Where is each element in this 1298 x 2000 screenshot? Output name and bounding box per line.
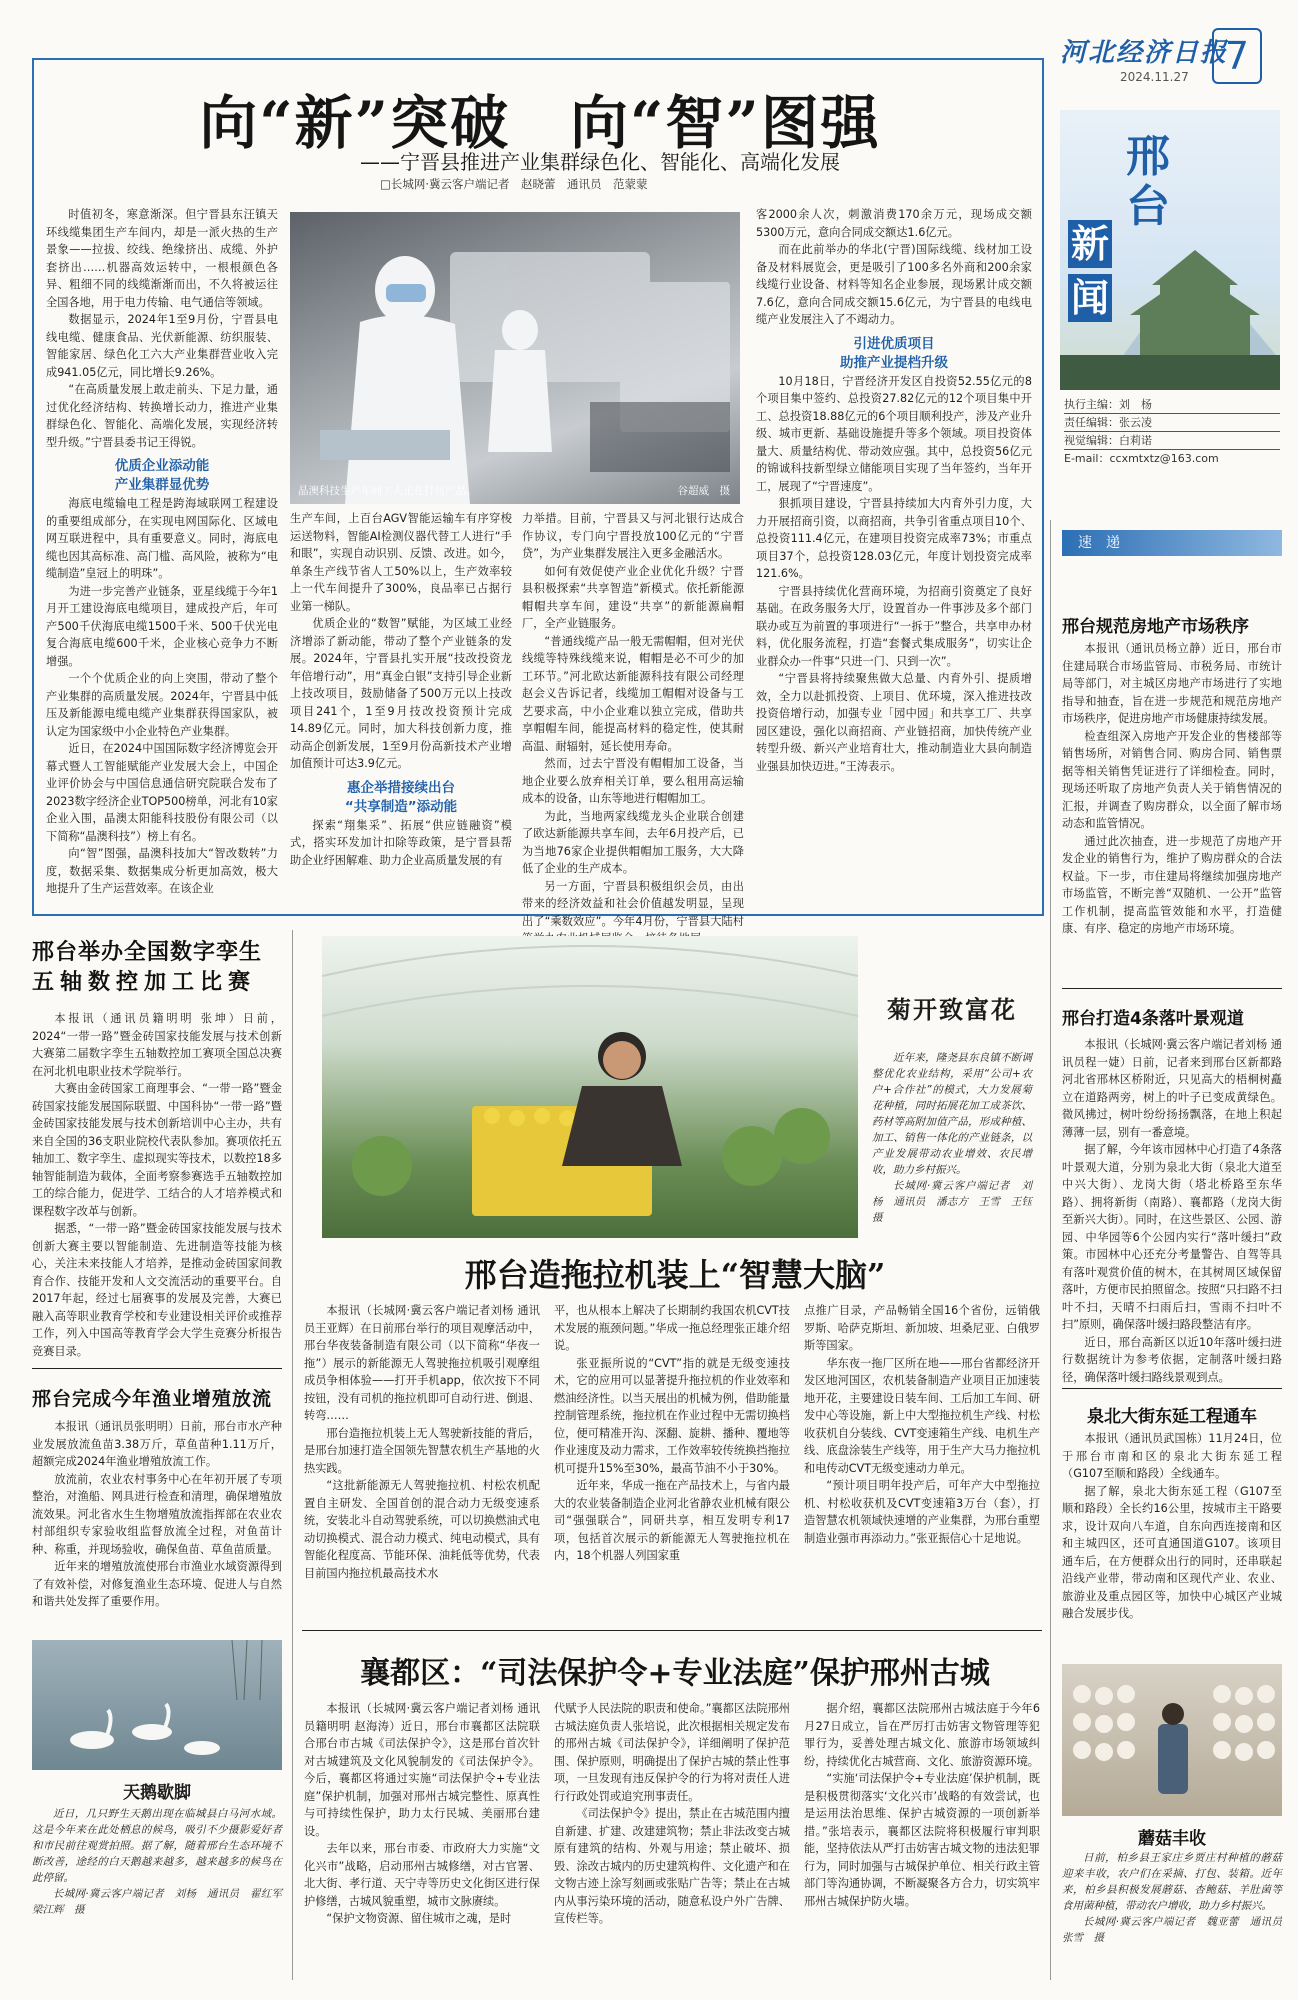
news-title: 邢台规范房地产市场秩序 — [1062, 617, 1249, 637]
paragraph: 如何有效促使产业企业优化升级？宁晋县积极探索“共享智造”新模式。依托新能源帽帽共享车间，建设“共享”的新能源扁帽厂，全产业链服务。 — [522, 564, 744, 630]
photo-credit: 长城网·冀云客户端记者 刘杨 通讯员 潘志方 王雪 王钰 摄 — [872, 1180, 1043, 1224]
editor-email: E-mail：ccxmtxtz@163.com — [1064, 452, 1219, 465]
paragraph: 大赛由金砖国家工商理事会、“一带一路”暨金砖国家技能发展国际联盟、中国科协“一带一路”暨金砖国家技能发展与技术创新培训中心主办，共有来自全国的36支职业院校代表队参加。赛项依托五轴加工、数字孪生、虚拟现实等技术，以数控18多轴智能制造为载体，全面考察参赛选手五轴数控加工的综合能力，促进学、工结合的人才培养模式和课程数字改革与创新。 — [32, 1082, 282, 1218]
paragraph: “预计项目明年投产后，可年产大中型拖拉机、村松收获机及CVT变速箱3万台（套），打造智慧农机领域快速增的产业集群，为邢台重塑制造业强市再添动力。”张亚振信心十足地说。 — [804, 1479, 1040, 1545]
page-number: 7 — [1224, 34, 1250, 78]
lead-photo — [290, 212, 740, 504]
contest-title: 邢台举办全国数字孪生 五轴数控加工比赛 — [32, 940, 263, 995]
paragraph: 本报讯（通讯员杨立静）近日，邢台市住建局联合市场监管局、市税务局、市统计局等部门，对主城区房地产市场进行了实地指导和抽查，旨在进一步规范和规范房地产市场秩序，促进房地产市场健康持续发展。 — [1062, 642, 1282, 725]
tractor-title: 邢台造拖拉机装上“智慧大脑” — [464, 1256, 886, 1294]
divider — [32, 1368, 282, 1369]
photo-description — [32, 1806, 293, 1984]
section-char-2: 台 — [1126, 181, 1170, 232]
divider — [1062, 988, 1282, 989]
lead-column-3 — [522, 510, 744, 928]
photo-description — [1062, 1850, 1293, 1982]
paragraph: 张亚振所说的“CVT”指的就是无级变速技术，它的应用可以显著提升拖拉机的作业效率和燃油经济性。以当天展出的机械为例，借助能量控制管理系统，拖拉机在作业过程中无需切换档位，便可精准开沟、深翻、旋耕、播种、覆地等作业速度及动力需求，工作效率较传统换挡拖拉机可提升15%至30%，最高节油不小于30%。 — [554, 1356, 790, 1475]
editor-line: 执行主编：刘 杨 — [1064, 396, 1280, 414]
paragraph: 近日，在2024中国国际数字经济博览会开幕式暨人工智能赋能产业发展大会上，中国企业评价协会与中国信息通信研究院联合发布了2023数字经济企业TOP500榜单，河北有10家企业入围，晶澳太阳能科技股份有限公司（以下简称“晶澳科技”）榜上有名。 — [46, 742, 278, 843]
paragraph: 本报讯（长城网·冀云客户端记者刘杨 通讯员程一婕）日前，记者来到邢台区新都路河北省邢林区桥附近，只见高大的梧桐树矗立在道路两旁，树上的叶子已变成黄绿色。微风拂过，树叶纷纷扬扬飘落，在地上积起薄薄一层，别有一番意境。 — [1062, 1038, 1282, 1139]
paragraph: 另一方面，宁晋县积极组织会员，由出带来的经济效益和社会价值越发明显，呈现出了“乘数效应”。今年4月份，宁晋县大陆村 — [522, 879, 744, 928]
paragraph: 为此，当地两家线缆龙头企业联合创建了欧达新能源共享车间，去年6月投产后，已为当地76家企业提供帽帽加工服务，大大降低了企业的生产成本。 — [522, 809, 744, 875]
paragraph: 10月18日，宁晋经济开发区自投资52.55亿元的8个项目集中签约、总投资27.82亿元的12个项目集中开工、总投资18.88亿元的6个项目顺利投产，涉及产业升级、城市更新、基础设施提升等多个领域。项目投资体量大、质量结构优、带动效应强。其中，总投资56亿元的锦诚科技新型绿立储能项目实现了当年签约，当年开工，展现了“宁晋速度”。 — [756, 374, 1032, 493]
tractor-column-2 — [554, 1302, 790, 1622]
lead-title: 向“新”突破 向“智”图强 — [199, 89, 881, 157]
paragraph: 一个个优质企业的向上突围，带动了整个产业集群的高质量发展。2024年，宁晋县中低压及新能源电缆电缆产业集群获得国家队，被认定为国家级中小企业特色产业集群。 — [46, 672, 278, 738]
news-title: 邢台打造4条落叶景观道 — [1062, 1009, 1244, 1029]
news-title: 泉北大街东延工程通车 — [1087, 1407, 1257, 1427]
paragraph: 据了解，今年该市园林中心打造了4条落叶景观大道，分别为泉北大街（泉北大道至中兴大街）、龙岗大街（塔北桥路至东华路）、拥将新街（南路）、襄都路（龙岗大街至新兴大街）。同时，在这些景区、公园、游园、中华园等6个公园内实行“落叶缓扫”政策。市园林中心还充分考量警告、自驾等具有落叶观赏价值的树木，在其树周区域保留落叶，方便市民拍照留念。按照“只扫路不扫叶不扫，天晴不扫雨后扫，雪雨不扫叶不扫”原则，确保落叶缓扫路段整洁有序。 — [1062, 1143, 1282, 1331]
paragraph: 本报讯（长城网·冀云客户端记者刘杨 通讯员籍明明 赵海涛）近日，邢台市襄都区法院联合邢台市古城《司法保护令》，这是邢台首次针对古城建筑及文化风貌制发的《司法保护令》。今后，襄都区将通过实施“司法保护令+专业法庭”保护机制，加强对邢州古城完整性、原真性与可持续性保护，助力太行民城、美丽邢台建设。 — [304, 1702, 540, 1838]
page-date: 2024.11.27 — [1120, 70, 1189, 84]
paragraph: “在高质量发展上敢走前头、下足力量，通过优化经济结构、转换增长动力，推进产业集群绿色化、智能化、高端化发展，实现经济转型升级。”宁晋县委书记王得锐。 — [46, 383, 278, 449]
paragraph: 本报讯（通讯员武国栋）11月24日，位于邢台市南和区的泉北大街东延工程（G107至顺和路段）全线通车。 — [1062, 1432, 1282, 1480]
news-body — [1062, 640, 1282, 978]
farmer-illustration — [322, 936, 858, 1238]
paragraph: 客2000余人次，刺激消费170余万元，现场成交额5300万元，意向合同成交额达1.6亿元。 — [756, 208, 1032, 239]
photo-title: 天鹅歇脚 — [123, 1783, 191, 1803]
section-char-3: 新 — [1068, 220, 1112, 268]
paragraph: 日前，柏乡县王家庄乡贾庄村种植的蘑菇迎来丰收，农户们在采摘、打包、装箱。近年来，柏乡县积极发展蘑菇、杏鲍菇、羊肚菌等食用菌种植，带动农户增收，助力乡村振兴。 — [1062, 1852, 1282, 1912]
paragraph: 放流前，农业农村事务中心在年初开展了专项整治，对渔船、网具进行检查和清理，确保增殖放流效果。河北省水生生物增殖放流指挥部在农业农村部组织专家验收组监督放流全过程，对鱼苗计种、称重，并现场验收，确保鱼苗、草鱼苗质量。 — [32, 1472, 282, 1556]
paper-name: 河北经济日报 — [1060, 38, 1229, 68]
paragraph: 本报讯（长城网·冀云客户端记者刘杨 通讯员王亚辉）在日前邢台举行的项目观摩活动中，邢台华夜装备制造有限公司（以下简称“华夜一拖”）展示的新能源无人驾驶拖拉机吸引观摩组成员争相体验——打开手机app，依次按下不同按钮，没有司机的拖拉机即可自动行进、倒退、转弯…… — [304, 1304, 540, 1422]
paragraph: 然而，过去宁晋没有帽帽加工设备，当地企业要么放弃相关订单，要么租用高运输成本的设备，山东等地进行帽帽加工。 — [522, 757, 744, 805]
editor-credits — [1064, 396, 1280, 467]
paragraph: 生产车间，上百台AGV智能运输车有序穿梭运送物料，智能AI检测仪器代替工人进行“手和眼”，实现自动识别、反馈、改进。如今，单条生产线节省人工50%以上，生产效率较上一代车间提升了300%，良品率已占据行业第一梯队。 — [290, 512, 512, 613]
paragraph: 向“智”图强，晶澳科技加大“智改数转”力度，数据采集、数据集成分析更加高效，极大地提升了生产运营效率。在该企业 — [46, 847, 278, 895]
paragraph: 本报讯（通讯员张明明）日前，邢台市水产种业发展放流鱼苗3.38万斤，草鱼苗种1.11万斤，超额完成2024年渔业增殖放流工作。 — [32, 1420, 282, 1468]
paragraph: 据悉，“一带一路”暨金砖国家技能发展与技术创新大赛主要以智能制造、先进制造等技能为核心，关注未来技能人才培养，是推动金砖国家间教育合作、技能开发和人文交流活动的重要平台。自2017年起，经过七届赛事的发展及完善，大赛已融入高等职业教育学校和专业建设相关评价或推荐工作，列入中国高等教育学会大学生竞赛分析报告竞赛目录。 — [32, 1222, 282, 1358]
paragraph: 平，也从根本上解决了长期制约我国农机CVT技术发展的瓶颈问题。”华成一拖总经理张正雄介绍说。 — [554, 1304, 790, 1352]
paragraph: 优质企业的“数智”赋能，为区域工业经济增添了新动能，带动了整个产业链条的发展。2024年，宁晋县扎实开展“技改投资龙年倍增行动”，用“真金白银”支持引导企业新上技改项目，鼓励储备了500万元以上技改项目241个，1至9月技改投资预计完成14.89亿元。同时，加大科技创新力度，推动高企创新发展，1至9月份高新技术产业增加值预计可达3.9亿元。 — [290, 617, 512, 770]
tractor-column-1 — [304, 1302, 540, 1622]
quick-news-label: 速 递 — [1062, 530, 1282, 556]
paragraph: 海底电缆输电工程是跨海域联网工程建设的重要组成部分，在实现电网国际化、区域电网互联进程中，具有重要意义。同时，海底电缆也因其高标准、高门槛、高风险，被称为“电缆制造”皇冠上的明珠”。 — [46, 497, 278, 580]
photo-title: 蘑菇丰收 — [1138, 1829, 1206, 1849]
news-body — [1062, 1430, 1282, 1656]
tractor-column-3 — [804, 1302, 1040, 1622]
paragraph: 据了解，泉北大街东延工程（G107至顺和路段）全长约16公里，按城市主干路要求，设计双向八车道，自东向西连接南和区和主城四区，还可直通国道G107。该项目通车后，在方便群众出行的同时，还串联起沿线产业带，带动南和区现代产业、农业、旅游业及重点园区等，加快中心城区产业城融合发展步伐。 — [1062, 1484, 1282, 1620]
court-column-2 — [554, 1700, 790, 1984]
fishery-title: 邢台完成今年渔业增殖放流 — [32, 1388, 273, 1410]
paragraph: 为进一步完善产业链条，亚星线缆于今年1月开工建设海底电缆项目，建成投产后，年可产500千伏海底电缆1500千米、500千伏光电复合海底电缆600千米，企业核心竞争力不断增强。 — [46, 584, 278, 668]
subheading: 引进优质项目 助推产业提档升级 — [840, 335, 948, 371]
chrysanthemum-title: 菊开致富花 — [887, 996, 1017, 1024]
section-char-1: 邢 — [1126, 131, 1170, 182]
mushroom-illustration — [1062, 1664, 1282, 1816]
lead-photo-caption: 晶澳科技生产车间工人正在打包产品。 — [298, 485, 477, 497]
paragraph: 邢台造拖拉机装上无人驾驶新技能的背后，是邢台加速打造全国领先智慧农机生产基地的火热实践。 — [304, 1426, 540, 1475]
section-banner — [1060, 110, 1280, 390]
paragraph: 近日，几只野生天鹅出现在临城县白马河水域。这是今年来在此处栖息的候鸟，吸引不少摄影爱好者和市民前往观赏拍照。据了解，随着邢台生态环境不断改善，途经的白天鹅越来越多，越来越多的候鸟在此停留。 — [32, 1808, 282, 1884]
paragraph: 数据显示，2024年1至9月份，宁晋县电线电缆、健康食品、光伏新能源、纺织服装、智能家居、绿色化工六大产业集群营业收入完成941.05亿元，同比增长9.26%。 — [46, 313, 278, 379]
page-number-box — [1212, 28, 1262, 84]
lead-column-4 — [756, 206, 1032, 906]
subheading: 优质企业添动能 产业集群显优势 — [114, 458, 210, 493]
photo-credit: 长城网·冀云客户端记者 魏亚蕾 通讯员 张雪 摄 — [1062, 1916, 1293, 1944]
masthead — [1040, 28, 1280, 98]
photo-credit: 长城网·冀云客户端记者 刘杨 通讯员 翟红军 梁江辉 摄 — [32, 1888, 293, 1916]
paragraph: 近日，邢台高新区以近10年落叶缓扫进行数据统计为参考依据，定制落叶缓扫路径，确保落叶缓扫路线景观到点。 — [1062, 1335, 1282, 1384]
lead-subtitle: ——宁晋县推进产业集群绿色化、智能化、高端化发展 — [360, 150, 840, 174]
swan-illustration — [32, 1640, 282, 1770]
paragraph: 狠抓项目建设，宁晋县持续加大内育外引力度，大力开展招商引资，以商招商，共争引省重点项目10个、总投资111.4亿元，在建项目投资完成率73%；市重点项目37个，总投资128.03亿元，年度计划投资完成率121.6%。 — [756, 497, 1032, 580]
paragraph: 探索“翔集采”、拓展“供应链融资”模式，搭实环发加计扣除等政策，是宁晋县帮助企业纾困解难、助力企业高质量发展的有 — [290, 818, 512, 867]
paragraph: 近年来，隆尧县东良镇不断调整优化农业结构，采用“公司+农户+合作社”的模式，大力发展菊花种植，同时拓展花加工成茶饮、药材等高附加值产品，形成种植、加工、销售一体化的产业链条，以产业发展带动农业增效、农民增收，助力乡村振兴。 — [872, 1052, 1032, 1176]
section-char-4: 闻 — [1068, 274, 1112, 322]
column-divider — [292, 930, 293, 1980]
paragraph: “宁晋县将持续聚焦做大总量、内育外引、提质增效，全力以赴抓投资、上项目、优环境，深入推进技改投资倍增行动，加强专业「园中园」和共享工厂、共享园区建设，强化以商招商、产业链招商，加快传统产业转型升级、新兴产业培育壮大，推动制造业大县向制造业强县加快迈进。”王涛表示。 — [756, 672, 1032, 773]
paragraph: 宁晋县持续优化营商环境，为招商引资奠定了良好基础。在政务服务大厅，设置首办一件事涉及多个部门联办或互为前置的事项进行“一拆于”整合，共享申办材料，优化服务流程，打造“套餐式集成服务”，切实让企业群众办一件事“只进一门、只到一次”。 — [756, 584, 1032, 668]
divider — [302, 1630, 1042, 1631]
paragraph: 通过此次抽查，进一步规范了房地产开发企业的销售行为，维护了购房群众的合法权益。下一步，市住建局将继续加强房地产市场监管，不断完善“双随机、一公开”监管工作机制，提高监管效能和水平，打造健康、有序、稳定的房地产市场环境。 — [1062, 834, 1282, 935]
subheading: 惠企举措接续出台 “共享制造”添动能 — [344, 779, 458, 815]
paragraph: 检查组深入房地产开发企业的售楼部等销售场所，对销售合同、购房合同、销售票据等相关销售凭证进行了详细检查。同时，现场还听取了房地产负责人关于销售情况的汇报，并调查了购房群众，以全面了解市场动态和监管情况。 — [1062, 729, 1282, 830]
lead-column-1 — [46, 206, 278, 906]
paragraph: “这批新能源无人驾驶拖拉机、村松农机配置自主研发、全国首创的混合动力无级变速系统，安装北斗自动驾驶系统，可以切换燃油式电动切换模式、混合动力模式、纯电动模式，具有智能化程度高、节能环保、油耗低等优势，代表目前国内拖拉机最高技术水 — [304, 1479, 540, 1580]
court-column-3 — [804, 1700, 1040, 1984]
chrysanthemum-description — [872, 1050, 1043, 1238]
paragraph: “实施‘司法保护令+专业法庭’保护机制，既是积极贯彻落实‘文化兴市’战略的有效尝试，也是运用法治思维、保护古城资源的一项创新举措。”张培表示，襄都区法院将积极履行审判职能，坚持依法从严打击妨害古城文物的违法犯罪行为，同时加强与古城保护单位、相关行政主管部门等沟通协调，不断凝聚各方合力，切实筑牢邢州古城保护防火墙。 — [804, 1772, 1040, 1908]
paragraph: 《司法保护令》提出，禁止在古城范围内擅自新建、扩建、改建建筑物；禁止非法改变古城原有建筑的结构、外观与用途；禁止破坏、损毁、涂改古城内的历史建筑构件、文化遗产和在文物古迹上涂写刻画或张贴广告等；禁止在古城内从事污染环境的活动，随意私设户外广告牌、宣传栏等。 — [554, 1807, 790, 1925]
paragraph: 华东夜一拖厂区所在地——邢台省都经济开发区地河国区，农机装备制造产业项目正加速装地开花，主要建设日装车间、工后加工车间、研发中心等设施，新上中大型拖拉机生产线、村松收获机自分装线、CVT变速箱生产线、电机生产线、底盘涂装生产线等，用于生产大马力拖拉机和电传动CVT无级变速动力单元。 — [804, 1356, 1040, 1475]
paragraph: 代赋予人民法院的职责和使命。”襄都区法院邢州古城法庭负责人张培说，此次根据相关规定发布的邢州古城《司法保护令》，详细阐明了保护范围、保护原则，明确提出了保护古城的禁止性事项，一旦发现有违反保护令的行为将对责任人进行行政处罚或追究刑事责任。 — [554, 1702, 790, 1803]
paragraph: 据介绍，襄都区法院邢州古城法庭于今年6月27日成立，旨在严厉打击妨害文物管理等犯罪行为，妥善处理古城文化、旅游市场领域纠纷，持续优化古城营商、文化、旅游资源环境。 — [804, 1702, 1040, 1768]
paragraph: “普通线缆产品一般无需帽帽，但对光伏线缆等特殊线缆来说，帽帽是必不可少的加工环节。”河北欧达新能源科技有限公司经理赵会义告诉记者，线缆加工帽帽对设备与工艺要求高，中小企业难以独立完成，借助共享帽帽车间，能提高材料的稳定性，使其耐高温、耐辐射，延长使用寿命。 — [522, 634, 744, 753]
column-divider — [1050, 520, 1051, 1980]
fishery-body — [32, 1418, 282, 1632]
paragraph: 力举措。目前，宁晋县又与河北银行达成合作协议，专门向宁晋投放100亿元的“宁晋贷”，为产业集群发展注入更多金融活水。 — [522, 512, 744, 560]
news-body — [1062, 1036, 1282, 1412]
paragraph: “保护文物资源、留住城市之魂，是时 — [326, 1912, 512, 1925]
editor-line: 责任编辑：张云凌 — [1064, 414, 1280, 432]
lead-photo-credit: 谷超威 摄 — [677, 485, 730, 497]
contest-body — [32, 1010, 282, 1360]
swan-photo — [32, 1640, 282, 1770]
paragraph: 近年来，华成一拖在产品技术上，与省内最大的农业装备制造企业河北省静农业机械有限公司“强强联合”，同研共享，相互发明专利17项，包括首次展示的新能源无人驾驶拖拉机在内，18个机器人列国家重 — [554, 1479, 790, 1562]
lead-column-2 — [290, 510, 512, 906]
paragraph: 近年来的增殖放流使邢台市渔业水域资源得到了有效补偿，对修复渔业生态环境、促进人与自然和谐共处发挥了重要作用。 — [32, 1560, 282, 1608]
court-column-1 — [304, 1700, 540, 1984]
paragraph: 时值初冬，寒意渐深。但宁晋县东汪镇天环线缆集团生产车间内，却是一派火热的生产景象——拉拔、绞线、绝缘挤出、成缆、外护套挤出……机器高效运转中，一根根颜色各异、粗细不同的线缆渐渐而出，不久将被运往全国各地，用于电力传输、电气通信等领域。 — [46, 208, 278, 309]
mushroom-photo — [1062, 1664, 1282, 1816]
editor-line: 视觉编辑：白莉诺 — [1064, 432, 1280, 450]
court-title: 襄都区：“司法保护令+专业法庭”保护邢州古城 — [360, 1656, 990, 1691]
factory-worker-illustration — [290, 212, 740, 504]
divider — [1062, 1388, 1282, 1389]
lead-byline: □长城网·冀云客户端记者 赵晓蕾 通讯员 范蒙蒙 — [380, 177, 648, 191]
chrysanthemum-photo — [322, 936, 858, 1238]
paragraph: 点推广目录，产品畅销全国16个省份，远销俄罗斯、哈萨克斯坦、新加坡、坦桑尼亚、白俄罗斯等国家。 — [804, 1304, 1040, 1352]
paragraph: 本报讯（通讯员籍明明 张坤）日前，2024“一带一路”暨金砖国家技能发展与技术创新大赛第二届数字孪生五轴数控加工赛项全国总决赛在河北机电职业技术学院举行。 — [32, 1012, 282, 1078]
paragraph: 而在此前举办的华北(宁晋)国际线缆、线材加工设备及材料展览会，更是吸引了100多名外商和200余家线缆行业设备、材料等知名企业参展，现场累计成交额7.6亿，意向合同成交额15.6亿元，为宁晋县的电线电缆产业发展注入了不竭动力。 — [756, 243, 1032, 326]
paragraph: 去年以来，邢台市委、市政府大力实施“文化兴市”战略，启动邢州古城修缮，对古官署、北大街、孝行道、天宁寺等历史文化街区进行保护修缮，古城风貌重塑，城市文脉赓续。 — [304, 1842, 540, 1908]
